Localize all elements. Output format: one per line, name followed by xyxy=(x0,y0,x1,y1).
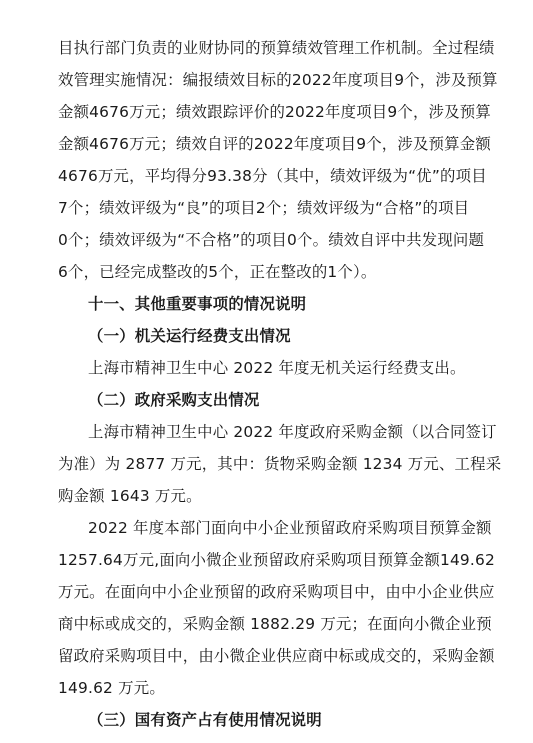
body-text-line: 0个；绩效评级为“不合格”的项目0个。绩效自评中共发现问题 xyxy=(58,231,485,249)
body-text-line: 上海市精神卫生中心 2022 年度政府采购金额（以合同签订 xyxy=(88,423,497,441)
subsection-heading: （三）国有资产占有使用情况说明 xyxy=(88,711,322,729)
subsection-heading: （一）机关运行经费支出情况 xyxy=(88,327,291,345)
body-text-line: 上海市精神卫生中心 2022 年度无机关运行经费支出。 xyxy=(88,359,466,377)
body-text-line: 1257.64万元,面向小微企业预留政府采购项目预算金额149.62 xyxy=(58,551,496,569)
body-text-line: 商中标或成交的，采购金额 1882.29 万元；在面向小微企业预 xyxy=(58,615,492,633)
body-text-line: 目执行部门负责的业财协同的预算绩效管理工作机制。全过程绩 xyxy=(58,39,495,57)
body-text-line: 6个，已经完成整改的5个，正在整改的1个）。 xyxy=(58,263,377,281)
section-heading: 十一、其他重要事项的情况说明 xyxy=(88,295,307,313)
body-text-line: 效管理实施情况：编报绩效目标的2022年度项目9个，涉及预算 xyxy=(58,71,498,89)
body-text-line: 4676万元，平均得分93.38分（其中，绩效评级为“优”的项目 xyxy=(58,167,487,185)
body-text-line: 万元。在面向中小企业预留的政府采购项目中，由中小企业供应 xyxy=(58,583,495,601)
body-text-line: 留政府采购项目中，由小微企业供应商中标或成交的，采购金额 xyxy=(58,647,495,665)
body-text-line: 149.62 万元。 xyxy=(58,679,165,697)
body-text-line: 购金额 1643 万元。 xyxy=(58,487,202,505)
subsection-heading: （二）政府采购支出情况 xyxy=(88,391,260,409)
body-text-line: 金额4676万元；绩效自评的2022年度项目9个，涉及预算金额 xyxy=(58,135,491,153)
body-text-line: 2022 年度本部门面向中小企业预留政府采购项目预算金额 xyxy=(88,519,492,537)
body-text-line: 为准）为 2877 万元，其中：货物采购金额 1234 万元、工程采 xyxy=(58,455,502,473)
body-text-line: 金额4676万元；绩效跟踪评价的2022年度项目9个，涉及预算 xyxy=(58,103,491,121)
body-text-line: 7个；绩效评级为“良”的项目2个；绩效评级为“合格”的项目 xyxy=(58,199,470,217)
